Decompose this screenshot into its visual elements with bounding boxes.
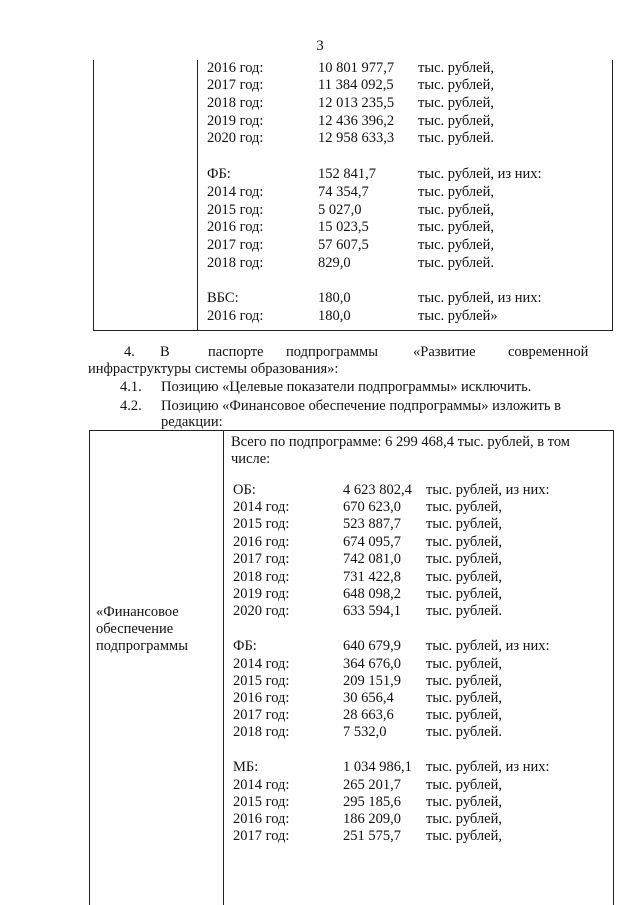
row-value: 251 575,7 <box>343 828 401 844</box>
row-label: ФБ: <box>233 638 257 654</box>
row-value: 648 098,2 <box>343 586 401 602</box>
row-value: 742 081,0 <box>343 551 401 567</box>
row-unit: тыс. рублей, <box>426 707 502 723</box>
table-row <box>0 60 640 77</box>
row-value: 12 958 633,3 <box>318 130 395 146</box>
paragraph-4-1-text: Позицию «Целевые показатели подпрограммы» исключить. <box>161 379 532 395</box>
row-unit: тыс. рублей, из них: <box>418 290 542 306</box>
paragraph-4-word: «Развитие <box>413 344 476 360</box>
paragraph-4-word: современной <box>508 344 589 360</box>
row-value: 180,0 <box>318 308 351 324</box>
row-value: 12 013 235,5 <box>318 95 395 111</box>
row-unit: тыс. рублей, из них: <box>426 638 550 654</box>
row-unit: тыс. рублей, <box>426 673 502 689</box>
paragraph-4-word: подпрограммы <box>286 344 378 360</box>
row-unit: тыс. рублей, <box>418 95 494 111</box>
row-label: 2017 год: <box>207 237 264 253</box>
row-unit: тыс. рублей, <box>418 184 494 200</box>
row-unit: тыс. рублей. <box>418 130 494 146</box>
table-row <box>0 308 640 325</box>
row-unit: тыс. рублей, <box>426 828 502 844</box>
row-value: 523 887,7 <box>343 516 401 532</box>
table-row <box>0 77 640 94</box>
row-label: 2014 год: <box>207 184 264 200</box>
total-summary: числе: <box>231 451 271 467</box>
table-row <box>0 586 640 603</box>
table-row <box>0 499 640 516</box>
table-row <box>0 603 640 620</box>
paragraph-4-line-2: инфраструктуры системы образования»: <box>88 361 339 377</box>
table-row <box>0 673 640 690</box>
row-value: 15 023,5 <box>318 219 369 235</box>
paragraph-4-2-text: редакции: <box>161 414 223 430</box>
row-label: 2014 год: <box>233 656 290 672</box>
table-row <box>0 534 640 551</box>
row-unit: тыс. рублей, <box>426 569 502 585</box>
row-label: 2016 год: <box>207 60 264 76</box>
top-table-bottom-border <box>93 330 613 331</box>
row-unit: тыс. рублей, <box>426 811 502 827</box>
table-row <box>0 707 640 724</box>
row-value: 265 201,7 <box>343 777 401 793</box>
row-value: 12 436 396,2 <box>318 113 395 129</box>
table-row <box>0 656 640 673</box>
paragraph-4-word: В <box>160 344 170 360</box>
row-label: 2016 год: <box>207 308 264 324</box>
table-row <box>0 482 640 499</box>
row-value: 364 676,0 <box>343 656 401 672</box>
row-label: 2014 год: <box>233 499 290 515</box>
paragraph-4-word: паспорте <box>208 344 264 360</box>
row-value: 5 027,0 <box>318 202 362 218</box>
bottom-table-top-border <box>89 430 614 431</box>
row-label: 2018 год: <box>233 569 290 585</box>
row-unit: тыс. рублей, <box>426 516 502 532</box>
row-label: 2017 год: <box>207 77 264 93</box>
row-value: 186 209,0 <box>343 811 401 827</box>
row-unit: тыс. рублей, из них: <box>426 759 550 775</box>
paragraph-4-1-number: 4.1. <box>120 379 142 395</box>
row-value: 180,0 <box>318 290 351 306</box>
table-row <box>0 777 640 794</box>
row-unit: тыс. рублей. <box>426 603 502 619</box>
row-value: 633 594,1 <box>343 603 401 619</box>
table-row <box>0 184 640 201</box>
row-label: 2020 год: <box>233 603 290 619</box>
row-label: 2015 год: <box>207 202 264 218</box>
row-unit: тыс. рублей, <box>426 656 502 672</box>
row-label: 2016 год: <box>233 534 290 550</box>
table-row <box>0 290 640 307</box>
row-label: 2017 год: <box>233 828 290 844</box>
paragraph-4-number: 4. <box>124 344 135 360</box>
row-label: 2017 год: <box>233 707 290 723</box>
table-row <box>0 516 640 533</box>
table-row <box>0 130 640 147</box>
row-label: 2017 год: <box>233 551 290 567</box>
row-unit: тыс. рублей, <box>426 690 502 706</box>
table-row <box>0 551 640 568</box>
table-row <box>0 202 640 219</box>
table-row <box>0 759 640 776</box>
row-unit: тыс. рублей, <box>418 60 494 76</box>
row-label: ВБС: <box>207 290 239 306</box>
row-unit: тыс. рублей. <box>426 724 502 740</box>
row-unit: тыс. рублей, <box>426 551 502 567</box>
row-label: 2019 год: <box>207 113 264 129</box>
table-row <box>0 255 640 272</box>
row-unit: тыс. рублей, <box>426 794 502 810</box>
row-unit: тыс. рублей, <box>418 113 494 129</box>
row-label: 2016 год: <box>233 811 290 827</box>
row-value: 74 354,7 <box>318 184 369 200</box>
row-unit: тыс. рублей» <box>418 308 498 324</box>
row-value: 640 679,9 <box>343 638 401 654</box>
row-unit: тыс. рублей, из них: <box>418 166 542 182</box>
row-label: 2018 год: <box>207 95 264 111</box>
row-label: 2014 год: <box>233 777 290 793</box>
row-value: 152 841,7 <box>318 166 376 182</box>
row-label: 2016 год: <box>233 690 290 706</box>
row-label: 2015 год: <box>233 516 290 532</box>
page-number: 3 <box>316 38 324 54</box>
position-label: обеспечение <box>96 621 174 637</box>
paragraph-4-2-number: 4.2. <box>120 398 142 414</box>
row-value: 7 532,0 <box>343 724 387 740</box>
row-unit: тыс. рублей, <box>426 586 502 602</box>
row-label: ОБ: <box>233 482 256 498</box>
row-unit: тыс. рублей, <box>418 77 494 93</box>
table-row <box>0 95 640 112</box>
row-unit: тыс. рублей, <box>418 202 494 218</box>
position-label: «Финансовое <box>96 604 179 620</box>
row-label: 2020 год: <box>207 130 264 146</box>
table-row <box>0 794 640 811</box>
row-label: 2018 год: <box>233 724 290 740</box>
row-value: 209 151,9 <box>343 673 401 689</box>
total-summary: Всего по подпрограмме: 6 299 468,4 тыс. рублей, в том <box>231 434 570 450</box>
row-value: 57 607,5 <box>318 237 369 253</box>
row-unit: тыс. рублей, из них: <box>426 482 550 498</box>
table-row <box>0 219 640 236</box>
paragraph-4-2-text: Позицию «Финансовое обеспечение подпрограммы» изложить в <box>161 398 561 414</box>
table-row <box>0 811 640 828</box>
row-value: 670 623,0 <box>343 499 401 515</box>
row-value: 11 384 092,5 <box>318 77 394 93</box>
table-row <box>0 237 640 254</box>
row-unit: тыс. рублей, <box>418 237 494 253</box>
table-row <box>0 113 640 130</box>
row-unit: тыс. рублей, <box>426 534 502 550</box>
row-value: 30 656,4 <box>343 690 394 706</box>
row-label: 2018 год: <box>207 255 264 271</box>
row-value: 295 185,6 <box>343 794 401 810</box>
row-label: 2019 год: <box>233 586 290 602</box>
row-value: 10 801 977,7 <box>318 60 395 76</box>
table-row <box>0 690 640 707</box>
row-value: 1 034 986,1 <box>343 759 412 775</box>
row-value: 731 422,8 <box>343 569 401 585</box>
row-unit: тыс. рублей, <box>426 499 502 515</box>
row-value: 4 623 802,4 <box>343 482 412 498</box>
row-unit: тыс. рублей, <box>426 777 502 793</box>
row-unit: тыс. рублей. <box>418 255 494 271</box>
row-label: 2016 год: <box>207 219 264 235</box>
row-unit: тыс. рублей, <box>418 219 494 235</box>
table-row <box>0 724 640 741</box>
row-value: 674 095,7 <box>343 534 401 550</box>
table-row <box>0 828 640 845</box>
row-label: 2015 год: <box>233 673 290 689</box>
row-value: 28 663,6 <box>343 707 394 723</box>
table-row <box>0 638 640 655</box>
table-row <box>0 569 640 586</box>
row-label: ФБ: <box>207 166 231 182</box>
position-label: подпрограммы <box>96 638 188 654</box>
row-label: МБ: <box>233 759 259 775</box>
row-value: 829,0 <box>318 255 351 271</box>
table-row <box>0 166 640 183</box>
row-label: 2015 год: <box>233 794 290 810</box>
